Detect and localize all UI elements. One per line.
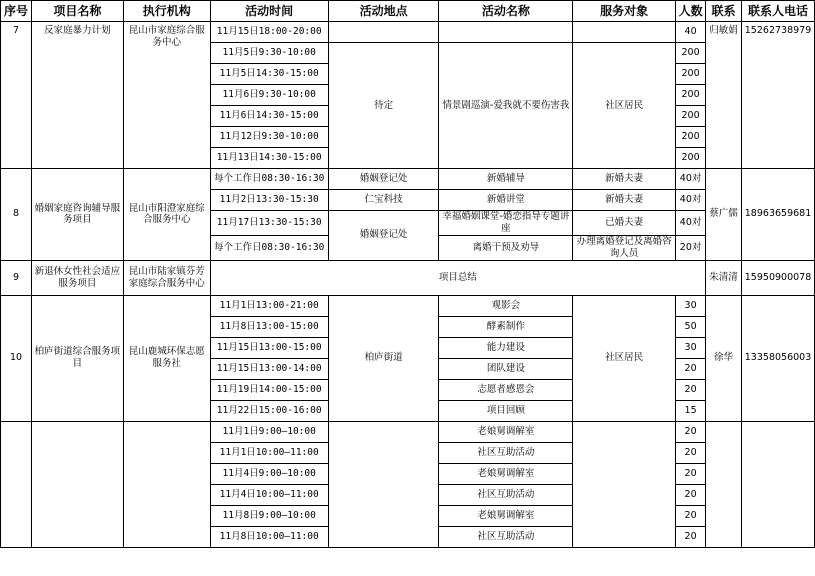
service-target [573, 22, 676, 43]
activity-name: 老娘舅调解室 [439, 421, 573, 442]
activity-name: 能力建设 [439, 337, 573, 358]
participant-count: 20 [676, 484, 706, 505]
activity-name: 老娘舅调解室 [439, 505, 573, 526]
activity-time: 11月1日13:00-21:00 [210, 295, 328, 316]
header-activity: 活动名称 [439, 1, 573, 22]
activity-place: 婚姻登记处 [328, 169, 439, 190]
activity-name: 志愿者感恩会 [439, 379, 573, 400]
activity-place: 柏庐街道 [328, 295, 439, 421]
activity-place [328, 421, 439, 547]
participant-count: 20 [676, 358, 706, 379]
activity-name: 离婚干预及劝导 [439, 236, 573, 261]
participant-count: 30 [676, 337, 706, 358]
service-target: 新婚夫妻 [573, 190, 676, 211]
participant-count: 20 [676, 379, 706, 400]
participant-count: 20 [676, 505, 706, 526]
table-row [1, 169, 815, 190]
activity-name: 新婚讲堂 [439, 190, 573, 211]
participant-count: 30 [676, 295, 706, 316]
activity-time: 11月15日13:00-14:00 [210, 358, 328, 379]
contact-phone: 13358056003 [742, 295, 815, 421]
contact-phone: 15950900078 [742, 260, 815, 295]
header-target: 服务对象 [573, 1, 676, 22]
contact-name: 归敏娟 [706, 22, 742, 169]
contact-name: 朱清清 [706, 260, 742, 295]
project-name: 婚姻家庭咨询辅导服务项目 [31, 169, 123, 261]
activity-time: 11月19日14:00-15:00 [210, 379, 328, 400]
activity-time: 11月8日13:00-15:00 [210, 316, 328, 337]
activity-time: 11月13日14:30-15:00 [210, 148, 328, 169]
participant-count: 200 [676, 85, 706, 106]
activity-time: 11月2日13:30-15:30 [210, 190, 328, 211]
activity-time: 11月4日10:00—11:00 [210, 484, 328, 505]
service-target: 社区居民 [573, 295, 676, 421]
activity-name: 幸福婚姻课堂-婚恋指导专题讲座 [439, 211, 573, 236]
row-no: 10 [1, 295, 32, 421]
activity-time: 11月1日10:00—11:00 [210, 442, 328, 463]
org-name: 昆山市陆家镇芬芳家庭综合服务中心 [123, 260, 210, 295]
header-project: 项目名称 [31, 1, 123, 22]
participant-count: 20 [676, 442, 706, 463]
participant-count: 20 [676, 463, 706, 484]
activity-time: 11月17日13:30-15:30 [210, 211, 328, 236]
project-name [31, 421, 123, 547]
header-count: 人数 [676, 1, 706, 22]
service-target: 已婚夫妻 [573, 211, 676, 236]
activity-time: 11月8日9:00—10:00 [210, 505, 328, 526]
contact-phone: 18963659681 [742, 169, 815, 261]
row-no: 9 [1, 260, 32, 295]
row-no: 8 [1, 169, 32, 261]
table-row [1, 260, 815, 295]
service-target [573, 421, 676, 547]
activity-name: 酵素制作 [439, 316, 573, 337]
activity-name: 新婚辅导 [439, 169, 573, 190]
participant-count: 40对 [676, 211, 706, 236]
contact-name [706, 421, 742, 547]
activity-time: 11月5日9:30-10:00 [210, 43, 328, 64]
participant-count: 40对 [676, 190, 706, 211]
project-name: 新退休女性社会适应服务项目 [31, 260, 123, 295]
participant-count: 50 [676, 316, 706, 337]
participant-count: 200 [676, 148, 706, 169]
header-contact: 联系 [706, 1, 742, 22]
activity-time: 11月15日13:00-15:00 [210, 337, 328, 358]
activity-time: 11月12日9:30-10:00 [210, 127, 328, 148]
participant-count: 15 [676, 400, 706, 421]
header-org: 执行机构 [123, 1, 210, 22]
table-row [1, 421, 815, 442]
contact-phone [742, 421, 815, 547]
activity-time: 11月22日15:00-16:00 [210, 400, 328, 421]
row-no: 7 [1, 22, 32, 169]
activity-place [328, 22, 439, 43]
header-time: 活动时间 [210, 1, 328, 22]
org-name: 昆山鹿城环保志愿服务社 [123, 295, 210, 421]
activity-name: 项目回顾 [439, 400, 573, 421]
table-row [1, 295, 815, 316]
activity-name [439, 22, 573, 43]
participant-count: 200 [676, 64, 706, 85]
participant-count: 20 [676, 421, 706, 442]
activity-place: 婚姻登记处 [328, 211, 439, 261]
activity-name: 社区互助活动 [439, 526, 573, 547]
contact-name: 徐华 [706, 295, 742, 421]
activity-time: 11月15日18:00-20:00 [210, 22, 328, 43]
header-no: 序号 [1, 1, 32, 22]
table-row [1, 22, 815, 43]
activity-time: 11月1日9:00—10:00 [210, 421, 328, 442]
participant-count: 200 [676, 43, 706, 64]
project-name: 柏庐街道综合服务项目 [31, 295, 123, 421]
activity-time: 11月4日9:00—10:00 [210, 463, 328, 484]
project-summary: 项目总结 [210, 260, 705, 295]
participant-count: 40对 [676, 169, 706, 190]
activity-name: 团队建设 [439, 358, 573, 379]
activity-time: 11月6日14:30-15:00 [210, 106, 328, 127]
participant-count: 200 [676, 127, 706, 148]
header-phone: 联系人电话 [742, 1, 815, 22]
contact-name: 蔡广儒 [706, 169, 742, 261]
contact-phone: 15262738979 [742, 22, 815, 169]
activity-place: 待定 [328, 43, 439, 169]
service-target: 新婚夫妻 [573, 169, 676, 190]
participant-count: 20 [676, 526, 706, 547]
org-name: 昆山市家庭综合服务中心 [123, 22, 210, 169]
service-target: 社区居民 [573, 43, 676, 169]
activity-name: 观影会 [439, 295, 573, 316]
participant-count: 200 [676, 106, 706, 127]
org-name: 昆山市阳澄家庭综合服务中心 [123, 169, 210, 261]
activity-name: 社区互助活动 [439, 484, 573, 505]
activity-time: 11月5日14:30-15:00 [210, 64, 328, 85]
header-row [1, 1, 815, 22]
activity-time: 11月6日9:30-10:00 [210, 85, 328, 106]
activity-place: 仁宝科技 [328, 190, 439, 211]
row-no [1, 421, 32, 547]
header-place: 活动地点 [328, 1, 439, 22]
activity-time: 每个工作日08:30-16:30 [210, 169, 328, 190]
activity-time: 每个工作日08:30-16:30 [210, 236, 328, 261]
service-target: 办理离婚登记及离婚咨询人员 [573, 236, 676, 261]
activity-time: 11月8日10:00—11:00 [210, 526, 328, 547]
activity-name: 情景剧巡演-爱我就不要伤害我 [439, 43, 573, 169]
org-name [123, 421, 210, 547]
participant-count: 40 [676, 22, 706, 43]
activity-name: 老娘舅调解室 [439, 463, 573, 484]
activity-name: 社区互助活动 [439, 442, 573, 463]
project-name: 反家庭暴力计划 [31, 22, 123, 169]
participant-count: 20对 [676, 236, 706, 261]
